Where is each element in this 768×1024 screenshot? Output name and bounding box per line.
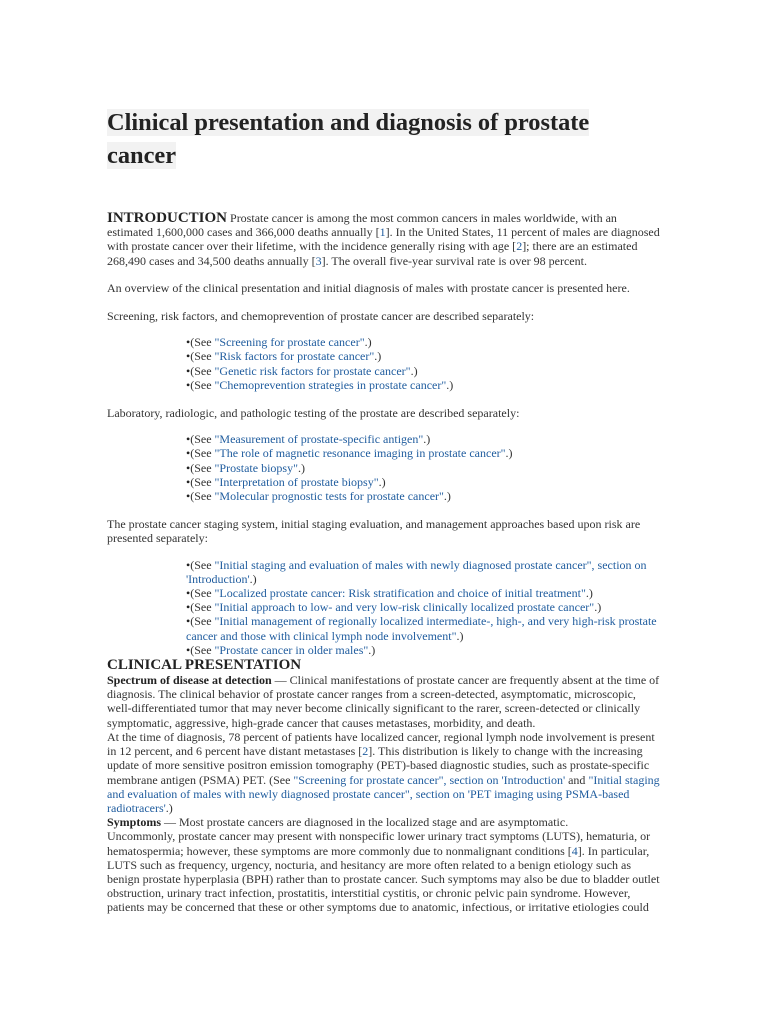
screening-intro: Screening, risk factors, and chemoprevention of prostate cancer are described separately: xyxy=(107,309,535,324)
body-text: ]. This distribution is likely to change with the increasing update of more sensitive positron emission tomography (PET)-based diagnostic studies, such as prostate-specific membrane antigen (PSMA) PET. (See xyxy=(107,744,650,787)
symptoms-text: — Most prostate cancers are diagnosed in the localized stage and are asymptomatic. xyxy=(161,815,569,830)
see-prefix: (See xyxy=(190,460,215,475)
topic-link[interactable]: "Screening for prostate cancer" xyxy=(214,335,365,350)
body-text: At the time of diagnosis, 78 percent of patients have localized cancer, regional lymph node involvement is present in 12 percent, and 6 percent have distant metastases [ xyxy=(107,729,655,759)
intro-text: Prostate cancer is among the most common cancers in males worldwide, with an estimated 1,600,000 cases and 366,000 deaths annually [ xyxy=(107,211,617,240)
topic-link[interactable]: "The role of magnetic resonance imaging in prostate cancer" xyxy=(214,446,506,461)
see-suffix: .) xyxy=(585,586,593,601)
see-prefix: (See xyxy=(190,614,215,629)
overview-paragraph: An overview of the clinical presentation and initial diagnosis of males with prostate cancer is presented here. xyxy=(107,280,630,295)
spectrum-text: — Clinical manifestations of prostate cancer are frequently absent at the time of diagnosis. The clinical behavior of prostate cancer ranges from a screen-detected, asymptomatic, microscopic, well-differentiated tumor that may never become clinically significant to the rarer, screen-detected or clinically symptomatic, aggressive, high-grade cancer that causes metastases, morbidity, and death. xyxy=(107,673,660,730)
symptoms-paragraph xyxy=(107,815,661,829)
see-prefix: (See xyxy=(190,363,215,378)
topic-link[interactable]: "Chemoprevention strategies in prostate cancer" xyxy=(214,377,447,392)
topic-link[interactable]: "Interpretation of prostate biopsy" xyxy=(214,474,379,489)
list-item xyxy=(186,489,661,503)
see-suffix: .) xyxy=(594,600,602,615)
topic-link[interactable]: "Prostate biopsy" xyxy=(214,460,298,475)
document-body xyxy=(107,108,661,915)
topic-link[interactable]: "Measurement of prostate-specific antigen" xyxy=(214,432,424,447)
topic-link[interactable]: "Localized prostate cancer: Risk stratification and choice of initial treatment" xyxy=(214,586,586,601)
list-item xyxy=(186,432,661,446)
spectrum-subheading: Spectrum of disease at detection xyxy=(107,673,272,688)
list-item xyxy=(186,586,661,600)
see-prefix: (See xyxy=(190,377,215,392)
topic-link[interactable]: "Prostate cancer in older males" xyxy=(214,642,369,657)
lab-links-list xyxy=(107,432,661,503)
list-item xyxy=(186,349,661,363)
see-suffix: .) xyxy=(456,628,464,643)
see-suffix: .) xyxy=(446,377,454,392)
topic-link[interactable]: "Initial staging and evaluation of males with newly diagnosed prostate cancer", section on 'Introduction' xyxy=(186,557,647,586)
see-prefix: (See xyxy=(190,557,215,572)
see-prefix: (See xyxy=(190,349,215,364)
symptoms-subheading: Symptoms xyxy=(107,815,162,830)
see-prefix: (See xyxy=(190,474,215,489)
diagnosis-paragraph xyxy=(107,730,661,815)
screening-links-list xyxy=(107,335,661,392)
see-suffix: .) xyxy=(505,446,513,461)
reference-link[interactable]: 2 xyxy=(516,239,523,254)
body-text: and xyxy=(565,772,589,787)
list-item xyxy=(186,600,661,614)
see-prefix: (See xyxy=(190,335,215,350)
see-prefix: (See xyxy=(190,600,215,615)
page-title xyxy=(107,108,661,174)
body-text: Uncommonly, prostate cancer may present with nonspecific lower urinary tract symptoms (LUTS), hematuria, or hematospermia; however, these symptoms are more commonly due to nonmalignant conditions [ xyxy=(107,829,651,858)
clinical-presentation-heading: CLINICAL PRESENTATION xyxy=(107,657,302,674)
see-suffix: .) xyxy=(378,474,386,489)
staging-links-list xyxy=(107,558,661,657)
see-suffix: .) xyxy=(364,335,372,350)
body-text: ]. In particular, LUTS such as frequency, urgency, nocturia, and hesitancy are more often related to a benign etiology such as benign prostate hyperplasia (BPH) rather than to prostate cancer. Such symptoms may also be due to bladder outlet obstruction, urinary tract infection, prostatitis, interstitial cystitis, or chronic pelvic pain syndrome. However, patients may be concerned that these or other symptoms due to anatomic, infectious, or irritative etiologies could xyxy=(107,843,660,915)
list-item xyxy=(186,364,661,378)
intro-text: ]. In the United States, 11 percent of males are diagnosed with prostate cancer over their lifetime, with the incidence generally rising with age [ xyxy=(107,225,660,254)
reference-link[interactable]: 2 xyxy=(362,744,369,759)
list-item xyxy=(186,475,661,489)
topic-link[interactable]: "Initial approach to low- and very low-risk clinically localized prostate cancer" xyxy=(214,600,595,615)
list-item xyxy=(186,446,661,460)
see-suffix: .) xyxy=(298,460,305,475)
list-item xyxy=(186,643,661,657)
see-suffix: .) xyxy=(374,349,382,364)
luts-paragraph xyxy=(107,829,661,914)
see-prefix: (See xyxy=(190,586,215,601)
intro-text: ]. The overall five-year survival rate is over 98 percent. xyxy=(321,253,587,268)
see-prefix: (See xyxy=(190,446,215,461)
page-title-text: Clinical presentation and diagnosis of prostate cancer xyxy=(107,109,590,169)
reference-link[interactable]: 4 xyxy=(571,843,578,858)
topic-link[interactable]: "Screening for prostate cancer", section on 'Introduction' xyxy=(293,772,566,787)
list-item xyxy=(186,614,661,642)
see-prefix: (See xyxy=(190,489,215,504)
list-item xyxy=(186,378,661,392)
topic-link[interactable]: "Risk factors for prostate cancer" xyxy=(214,349,375,364)
see-suffix: .) xyxy=(368,642,376,657)
staging-intro: The prostate cancer staging system, initial staging evaluation, and management approaches based upon risk are presented separately: xyxy=(107,517,641,546)
see-suffix: .) xyxy=(410,363,418,378)
see-suffix: .) xyxy=(249,571,257,586)
introduction-paragraph xyxy=(107,211,661,268)
list-item xyxy=(186,461,661,475)
see-suffix: .) xyxy=(423,432,431,447)
topic-link[interactable]: "Genetic risk factors for prostate cancer" xyxy=(214,363,411,378)
reference-link[interactable]: 1 xyxy=(379,225,386,240)
topic-link[interactable]: "Initial management of regionally localized intermediate-, high-, and very high-risk prostate cancer and those with clinical lymph node involvement" xyxy=(186,614,657,643)
spectrum-paragraph xyxy=(107,673,661,730)
body-text: .) xyxy=(165,800,173,815)
reference-link[interactable]: 3 xyxy=(315,253,322,268)
list-item xyxy=(186,558,661,586)
topic-link[interactable]: "Initial staging and evaluation of males with newly diagnosed prostate cancer", section on 'PET imaging using PSMA-based radiotracers' xyxy=(107,772,660,815)
topic-link[interactable]: "Molecular prognostic tests for prostate cancer" xyxy=(214,489,444,504)
intro-text: ]; there are an estimated 268,490 cases and 34,500 deaths annually [ xyxy=(107,239,638,268)
see-prefix: (See xyxy=(190,642,215,657)
list-item xyxy=(186,335,661,349)
lab-intro: Laboratory, radiologic, and pathologic testing of the prostate are described separately: xyxy=(107,406,520,421)
see-prefix: (See xyxy=(190,432,215,447)
introduction-heading: INTRODUCTION xyxy=(107,210,228,226)
see-suffix: .) xyxy=(443,489,451,504)
